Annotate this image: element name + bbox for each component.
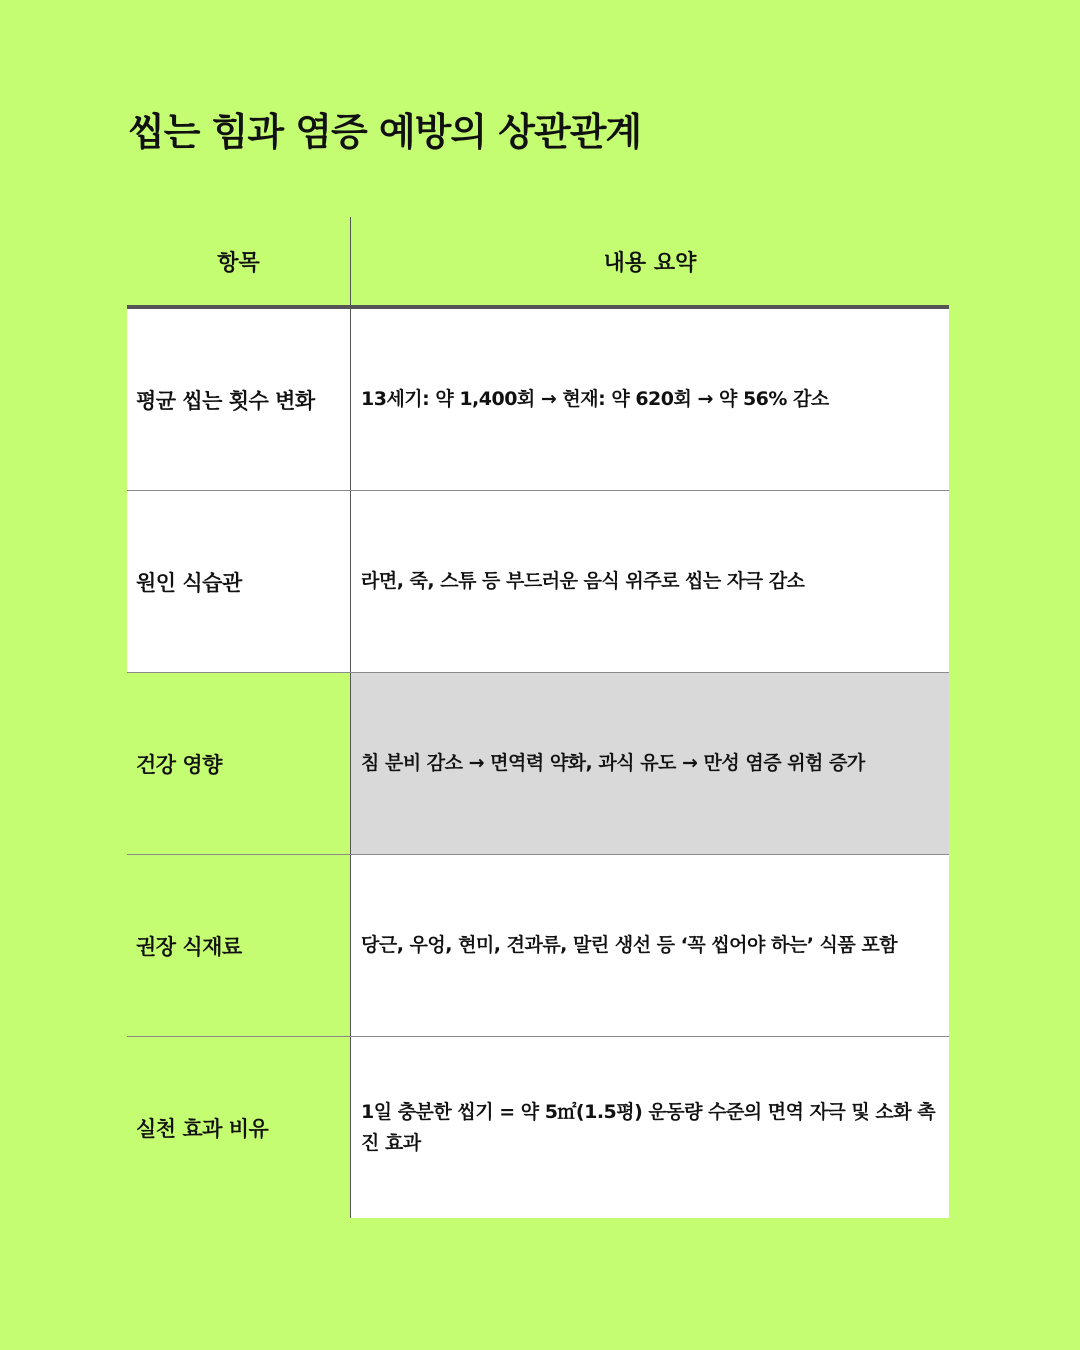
table-row [127, 1037, 949, 1218]
header-item: 항목 [217, 250, 260, 276]
summary-table [127, 217, 949, 1218]
row-label: 권장 식재료 [127, 855, 350, 1036]
row-content: 침 분비 감소 → 면역력 약화, 과식 유도 → 만성 염증 위험 증가 [350, 673, 949, 854]
row-content: 1일 충분한 씹기 = 약 5㎡(1.5평) 운동량 수준의 면역 자극 및 소화 촉진 효과 [350, 1037, 949, 1218]
row-label: 실천 효과 비유 [127, 1037, 350, 1218]
table-row [127, 309, 949, 491]
row-content: 당근, 우엉, 현미, 견과류, 말린 생선 등 ‘꼭 씹어야 하는’ 식품 포함 [350, 855, 949, 1036]
row-content: 라면, 죽, 스튜 등 부드러운 음식 위주로 씹는 자극 감소 [350, 491, 949, 672]
row-label: 건강 영향 [127, 673, 350, 854]
row-label: 원인 식습관 [127, 491, 350, 672]
table-row [127, 491, 949, 673]
page-title: 씹는 힘과 염증 예방의 상관관계 [128, 110, 642, 154]
table-row [127, 855, 949, 1037]
table-row [127, 673, 949, 855]
row-label: 평균 씹는 횟수 변화 [127, 309, 350, 490]
header-content: 내용 요약 [350, 217, 949, 305]
table-header-row [127, 217, 949, 309]
row-content: 13세기: 약 1,400회 → 현재: 약 620회 → 약 56% 감소 [350, 309, 949, 490]
